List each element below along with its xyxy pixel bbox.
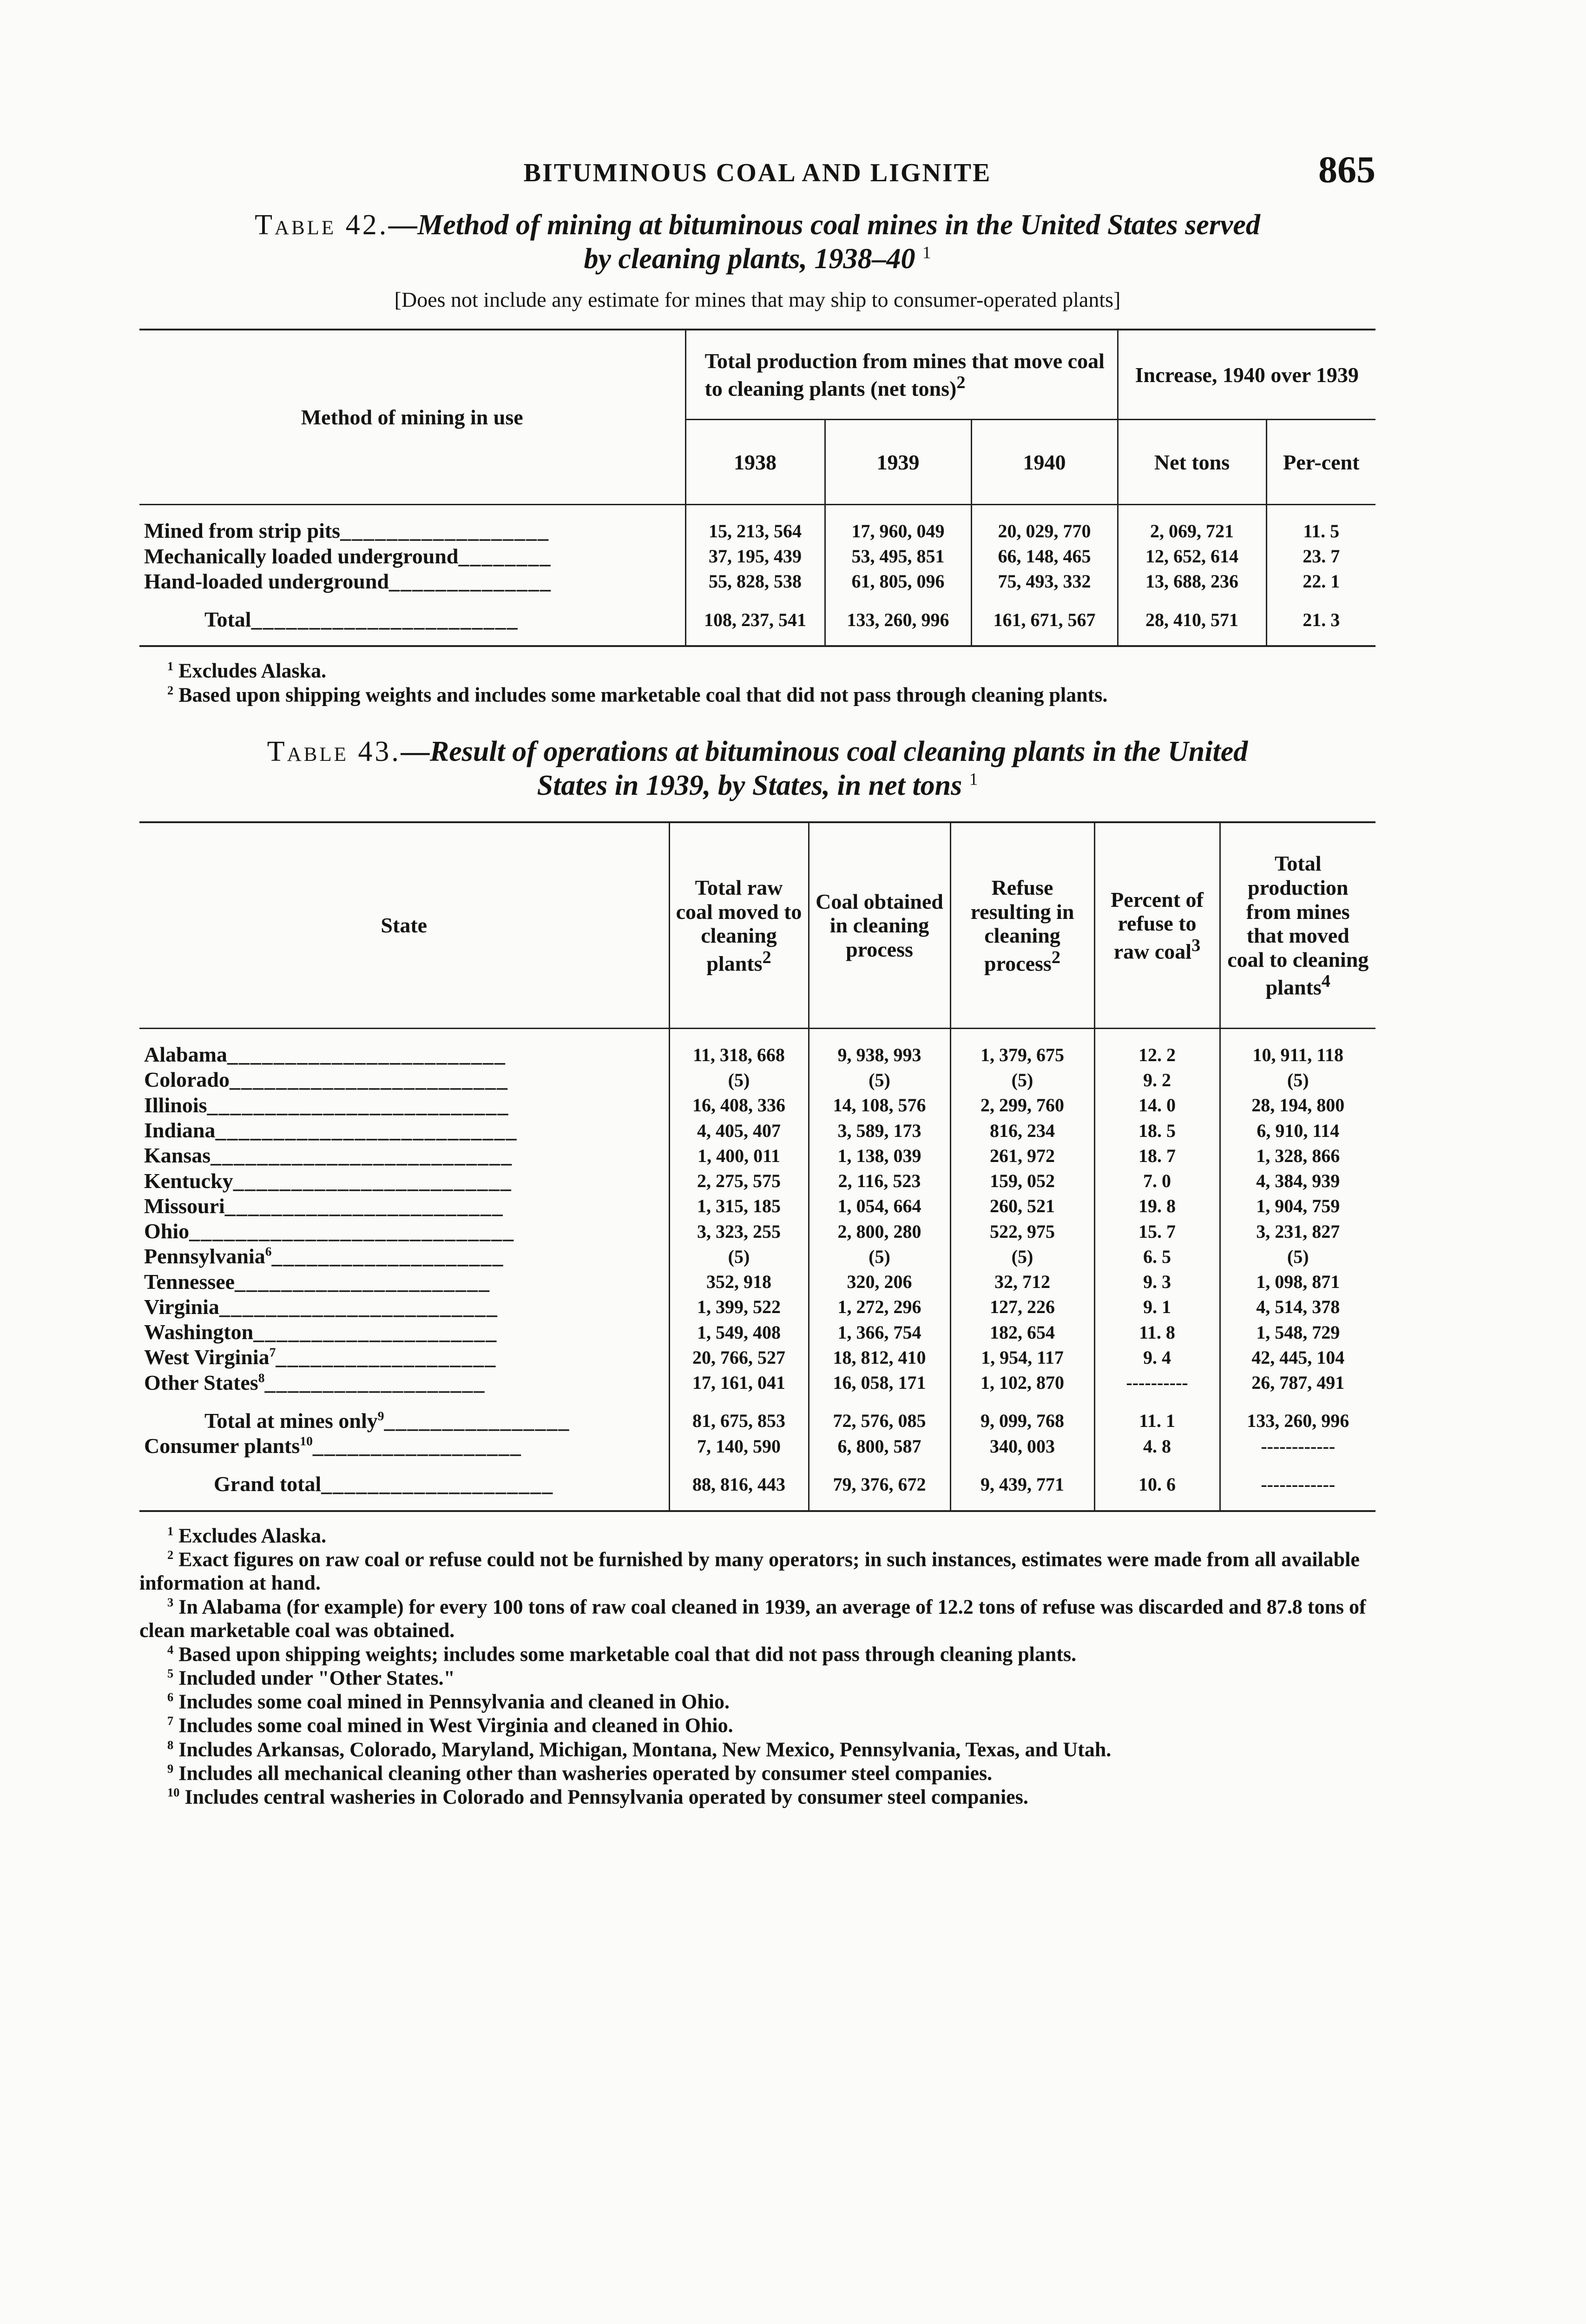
table42-label: Table 42. [255, 209, 389, 241]
cell: 75, 493, 332 [971, 569, 1118, 594]
cell: 6. 5 [1094, 1244, 1220, 1269]
cell: 4. 8 [1094, 1433, 1220, 1459]
cell: 18. 7 [1094, 1143, 1220, 1168]
cell: 9, 439, 771 [950, 1472, 1094, 1497]
cell: (5) [1220, 1244, 1375, 1269]
cell: (5) [669, 1067, 809, 1092]
cell: ------------ [1220, 1433, 1375, 1459]
th-method: Method of mining in use [301, 405, 523, 429]
footnote: $^3$ In Alabama (for example) for every 100 tons of raw coal cleaned in 1939, an average of 12.2 tons of refuse was discarded and 87.8 tons of clean marketable coal was obtained. [139, 1595, 1366, 1642]
row-label: Other States$^8$___________________ [144, 1370, 486, 1394]
cell: (5) [809, 1244, 950, 1269]
row-label: Kansas__________________________ [144, 1143, 513, 1168]
row-label: Consumer plants$^{10}$__________________ [144, 1433, 522, 1458]
th-increase: Increase, 1940 over 1939 [1118, 330, 1375, 420]
cell: 16, 408, 336 [669, 1093, 809, 1118]
page [139, 139, 1375, 1809]
cell: 22. 1 [1266, 569, 1375, 594]
cell: 9. 4 [1094, 1345, 1220, 1370]
footnote: $^7$ Includes some coal mined in West Virginia and cleaned in Ohio. [167, 1714, 733, 1737]
cell: 4, 405, 407 [669, 1118, 809, 1143]
cell: 352, 918 [669, 1269, 809, 1294]
th-total-production: Total production from mines that move coal to cleaning plants (net tons)$^2$ [685, 330, 1118, 420]
row-label: Indiana__________________________ [144, 1118, 518, 1142]
cell: 4, 514, 378 [1220, 1294, 1375, 1320]
cell: 15. 7 [1094, 1219, 1220, 1244]
cell: 18. 5 [1094, 1118, 1220, 1143]
table-row [139, 1345, 1375, 1370]
cell: 16, 058, 171 [809, 1370, 950, 1395]
footnote: $^8$ Includes Arkansas, Colorado, Maryland, Michigan, Montana, New Mexico, Pennsylvania, Texas, and Utah. [167, 1737, 1112, 1761]
cell: 108, 237, 541 [685, 607, 825, 632]
table-total-row [139, 1433, 1375, 1459]
cell: 320, 206 [809, 1269, 950, 1294]
cell: 9, 099, 768 [950, 1408, 1094, 1433]
cell: 37, 195, 439 [685, 544, 825, 569]
cell: 3, 231, 827 [1220, 1219, 1375, 1244]
row-label: Colorado________________________ [144, 1068, 508, 1092]
cell: 6, 910, 114 [1220, 1118, 1375, 1143]
cell: 2, 275, 575 [669, 1169, 809, 1194]
cell: 816, 234 [950, 1118, 1094, 1143]
cell: 61, 805, 096 [825, 569, 971, 594]
th-total-production: Total production from mines that moved coal to cleaning plants$^4$ [1220, 822, 1375, 1029]
table-row [139, 1093, 1375, 1118]
footnote: $^5$ Included under "Other States." [167, 1666, 455, 1690]
table-total-row [139, 607, 1375, 632]
cell: 7, 140, 590 [669, 1433, 809, 1459]
footnote: $^6$ Includes some coal mined in Pennsylvania and cleaned in Ohio. [167, 1690, 730, 1713]
table-row [139, 1143, 1375, 1168]
footnote: $^1$ Excludes Alaska. [167, 659, 327, 683]
cell: 3, 589, 173 [809, 1118, 950, 1143]
cell: 1, 328, 866 [1220, 1143, 1375, 1168]
cell: 11. 8 [1094, 1320, 1220, 1345]
cell: 1, 954, 117 [950, 1345, 1094, 1370]
cell: 1, 399, 522 [669, 1294, 809, 1320]
cell: 11. 1 [1094, 1408, 1220, 1433]
cell: 1, 272, 296 [809, 1294, 950, 1320]
table-row [139, 1370, 1375, 1395]
table43 [139, 821, 1375, 1512]
table42-title-a: —Method of mining at bituminous coal mines in the United States served [388, 209, 1260, 241]
table-row [139, 1294, 1375, 1320]
cell: 20, 766, 527 [669, 1345, 809, 1370]
cell: (5) [1220, 1067, 1375, 1092]
table43-caption [139, 735, 1375, 803]
table-row [139, 1320, 1375, 1345]
cell: (5) [950, 1067, 1094, 1092]
cell: 23. 7 [1266, 544, 1375, 569]
table-row [139, 518, 1375, 543]
th-refuse: Refuse resulting in cleaning process$^2$ [950, 822, 1094, 1029]
table-grand-total-row [139, 1472, 1375, 1497]
cell: 26, 787, 491 [1220, 1370, 1375, 1395]
cell: 42, 445, 104 [1220, 1345, 1375, 1370]
cell: 1, 379, 675 [950, 1042, 1094, 1067]
table-row [139, 1194, 1375, 1219]
th-percent: Percent of refuse to raw coal$^3$ [1094, 822, 1220, 1029]
cell: 32, 712 [950, 1269, 1094, 1294]
table-row [139, 1269, 1375, 1294]
row-label: Mechanically loaded underground________ [144, 544, 552, 568]
cell: 72, 576, 085 [809, 1408, 950, 1433]
cell: 17, 161, 041 [669, 1370, 809, 1395]
cell: (5) [809, 1067, 950, 1092]
running-title: BITUMINOUS COAL AND LIGNITE [523, 158, 992, 187]
cell: 14. 0 [1094, 1093, 1220, 1118]
cell: 10. 6 [1094, 1472, 1220, 1497]
table-row [139, 1244, 1375, 1269]
cell: 9. 1 [1094, 1294, 1220, 1320]
cell: 20, 029, 770 [971, 518, 1118, 543]
table-total-row [139, 1408, 1375, 1433]
row-label: Virginia________________________ [144, 1294, 498, 1319]
cell: 66, 148, 465 [971, 544, 1118, 569]
cell: 2, 116, 523 [809, 1169, 950, 1194]
table42-note: [Does not include any estimate for mines that may ship to consumer-operated plants] [394, 288, 1121, 312]
cell: 81, 675, 853 [669, 1408, 809, 1433]
cell: 17, 960, 049 [825, 518, 971, 543]
cell: 13, 688, 236 [1118, 569, 1266, 594]
th-obtained: Coal obtained in cleaning process [809, 822, 950, 1029]
cell: 9, 938, 993 [809, 1042, 950, 1067]
table-row [139, 1042, 1375, 1067]
running-head [139, 139, 1375, 191]
table-row [139, 1067, 1375, 1092]
row-label: Missouri________________________ [144, 1194, 504, 1218]
row-label: Kentucky________________________ [144, 1169, 512, 1193]
table-row [139, 544, 1375, 569]
cell: 12. 2 [1094, 1042, 1220, 1067]
row-label: Tennessee______________________ [144, 1269, 491, 1294]
cell: 28, 194, 800 [1220, 1093, 1375, 1118]
table-row [139, 1219, 1375, 1244]
cell: 127, 226 [950, 1294, 1094, 1320]
cell: 21. 3 [1266, 607, 1375, 632]
table42-title-b: by cleaning plants, 1938–40 [584, 243, 915, 275]
th-1939: 1939 [825, 420, 971, 505]
table43-title-a: —Result of operations at bituminous coal cleaning plants in the United [401, 735, 1248, 767]
cell: 6, 800, 587 [809, 1433, 950, 1459]
cell: 28, 410, 571 [1118, 607, 1266, 632]
cell: 2, 299, 760 [950, 1093, 1094, 1118]
table43-title-b: States in 1939, by States, in net tons [537, 770, 962, 802]
cell: 9. 2 [1094, 1067, 1220, 1092]
cell: 1, 315, 185 [669, 1194, 809, 1219]
cell: 18, 812, 410 [809, 1345, 950, 1370]
cell: 1, 366, 754 [809, 1320, 950, 1345]
cell: 1, 549, 408 [669, 1320, 809, 1345]
footnote: $^1$ Excludes Alaska. [167, 1524, 327, 1547]
table-row [139, 1169, 1375, 1194]
row-label: Grand total____________________ [214, 1472, 554, 1496]
footnote: $^{10}$ Includes central washeries in Colorado and Pennsylvania operated by consumer steel companies. [167, 1785, 1028, 1809]
cell: (5) [950, 1244, 1094, 1269]
th-percent: Per-cent [1266, 420, 1375, 505]
row-label: Total_______________________ [204, 607, 519, 632]
cell: 1, 904, 759 [1220, 1194, 1375, 1219]
th-state: State [381, 913, 428, 938]
cell: 9. 3 [1094, 1269, 1220, 1294]
table42-title-sup: 1 [922, 243, 931, 263]
cell: 1, 138, 039 [809, 1143, 950, 1168]
row-label: Pennsylvania$^6$____________________ [144, 1244, 504, 1268]
cell: 1, 400, 011 [669, 1143, 809, 1168]
cell: 14, 108, 576 [809, 1093, 950, 1118]
table43-label: Table 43. [267, 735, 401, 767]
footnote: $^2$ Based upon shipping weights and includes some marketable coal that did not pass through cleaning plants. [167, 683, 1108, 706]
cell: 1, 102, 870 [950, 1370, 1094, 1395]
table43-title-sup: 1 [969, 770, 978, 789]
cell: 7. 0 [1094, 1169, 1220, 1194]
cell: 260, 521 [950, 1194, 1094, 1219]
cell: 261, 972 [950, 1143, 1094, 1168]
cell: 2, 800, 280 [809, 1219, 950, 1244]
footnote: $^4$ Based upon shipping weights; includes some marketable coal that did not pass through cleaning plants. [167, 1642, 1077, 1666]
cell: 55, 828, 538 [685, 569, 825, 594]
cell: 79, 376, 672 [809, 1472, 950, 1497]
th-1940: 1940 [971, 420, 1118, 505]
row-label: Mined from strip pits__________________ [144, 519, 550, 543]
cell: 19. 8 [1094, 1194, 1220, 1219]
table42-caption [139, 208, 1375, 276]
cell: 10, 911, 118 [1220, 1042, 1375, 1067]
cell: 1, 548, 729 [1220, 1320, 1375, 1345]
cell: 53, 495, 851 [825, 544, 971, 569]
row-label: Illinois__________________________ [144, 1093, 509, 1117]
row-label: Total at mines only$^9$________________ [204, 1408, 570, 1433]
footnote: $^2$ Exact figures on raw coal or refuse could not be furnished by many operators; in such instances, estimates were made from all available information at hand. [139, 1547, 1360, 1595]
page-number: 865 [1318, 148, 1375, 191]
row-label: Washington_____________________ [144, 1320, 498, 1344]
th-raw: Total raw coal moved to cleaning plants$^2$ [669, 822, 809, 1029]
cell: 4, 384, 939 [1220, 1169, 1375, 1194]
cell: 133, 260, 996 [825, 607, 971, 632]
table42-footnotes [139, 659, 1375, 707]
footnote: $^9$ Includes all mechanical cleaning other than washeries operated by consumer steel companies. [167, 1761, 993, 1785]
cell: 159, 052 [950, 1169, 1094, 1194]
cell: (5) [669, 1244, 809, 1269]
row-label: West Virginia$^7$___________________ [144, 1345, 497, 1369]
cell: 2, 069, 721 [1118, 518, 1266, 543]
row-label: Alabama________________________ [144, 1043, 506, 1067]
cell: 11, 318, 668 [669, 1042, 809, 1067]
th-net-tons: Net tons [1118, 420, 1266, 505]
cell: 161, 671, 567 [971, 607, 1118, 632]
table-row [139, 569, 1375, 594]
cell: 522, 975 [950, 1219, 1094, 1244]
th-1938: 1938 [685, 420, 825, 505]
cell: 340, 003 [950, 1433, 1094, 1459]
cell: ---------- [1094, 1370, 1220, 1395]
cell: ------------ [1220, 1472, 1375, 1497]
cell: 1, 054, 664 [809, 1194, 950, 1219]
table-row [139, 1118, 1375, 1143]
cell: 182, 654 [950, 1320, 1094, 1345]
row-label: Ohio____________________________ [144, 1219, 515, 1243]
cell: 12, 652, 614 [1118, 544, 1266, 569]
row-label: Hand-loaded underground______________ [144, 569, 552, 593]
cell: 3, 323, 255 [669, 1219, 809, 1244]
cell: 133, 260, 996 [1220, 1408, 1375, 1433]
cell: 11. 5 [1266, 518, 1375, 543]
cell: 1, 098, 871 [1220, 1269, 1375, 1294]
table42 [139, 329, 1375, 647]
cell: 15, 213, 564 [685, 518, 825, 543]
cell: 88, 816, 443 [669, 1472, 809, 1497]
table43-footnotes [139, 1524, 1375, 1809]
